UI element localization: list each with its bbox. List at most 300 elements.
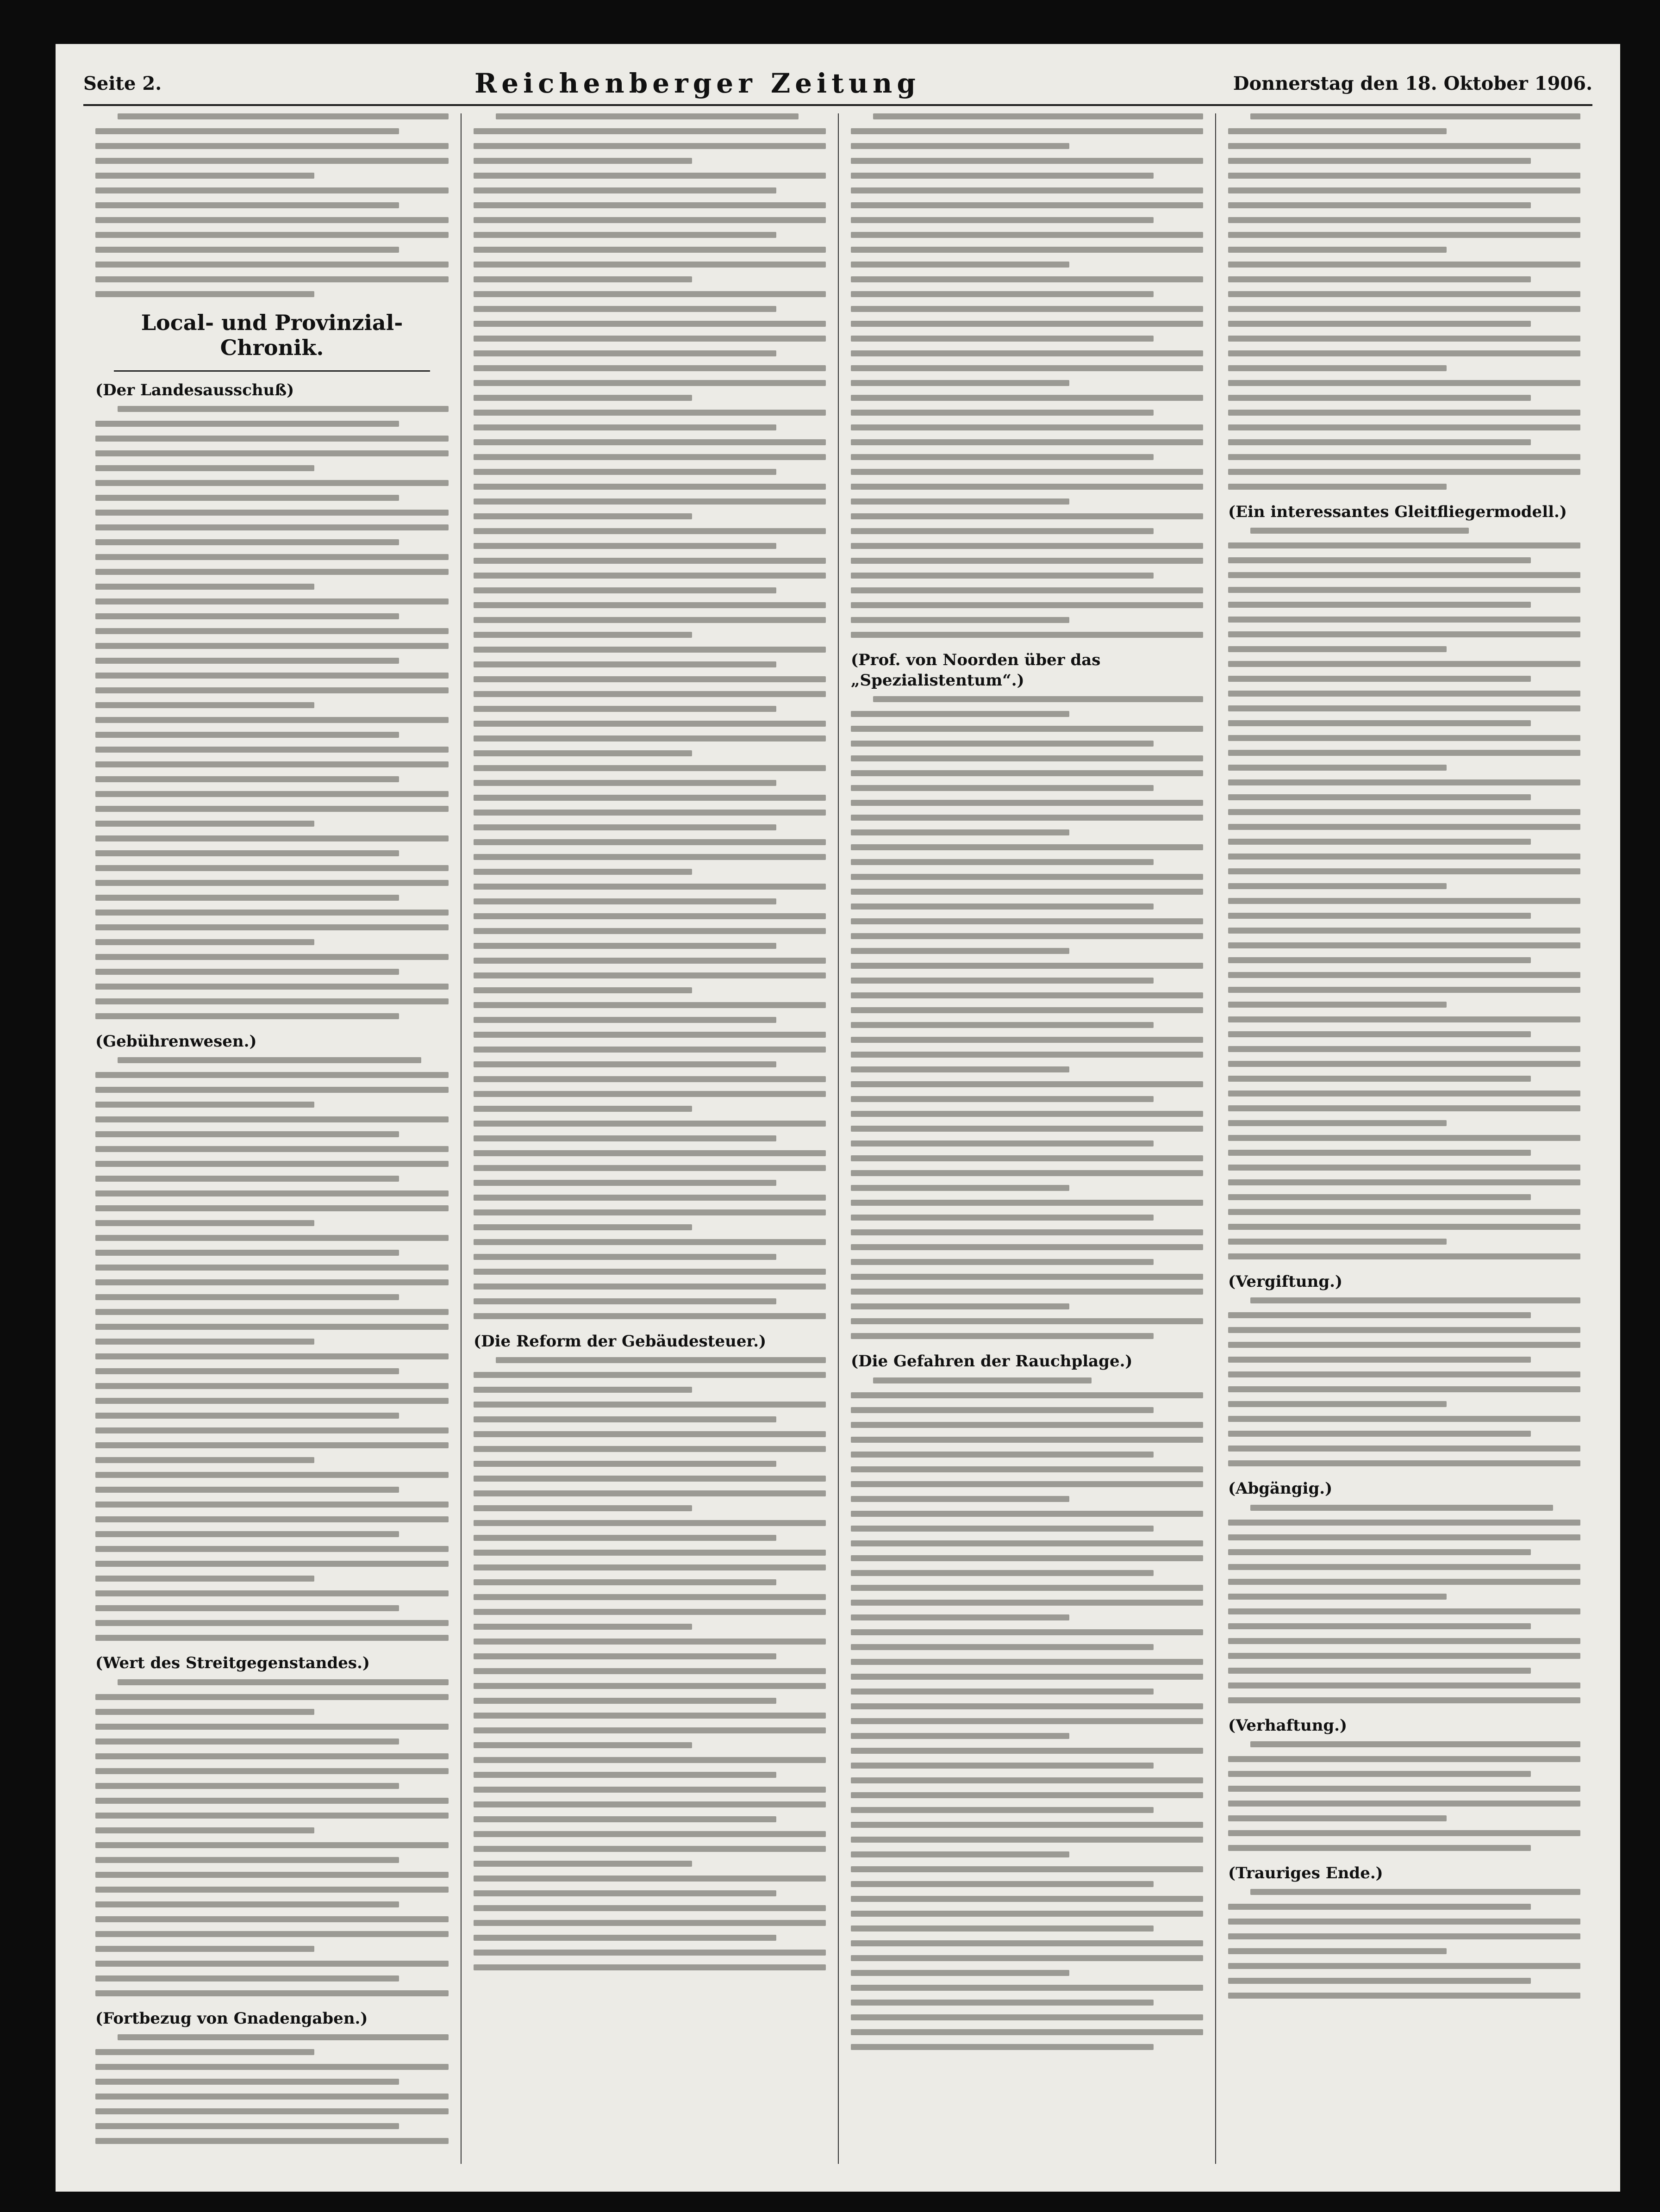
text-line-placeholder [474,854,826,860]
text-line-placeholder [474,869,692,875]
text-line-placeholder [851,321,1203,327]
text-line-placeholder [1228,1120,1447,1126]
masthead [83,62,1592,106]
text-line-placeholder [474,1446,826,1452]
text-line-placeholder [1228,1594,1447,1600]
text-line-placeholder [474,573,826,579]
text-line-placeholder [95,1576,314,1582]
text-line-placeholder [474,1890,776,1896]
text-line-placeholder [1228,1608,1580,1614]
text-line-placeholder [474,1106,692,1112]
text-line-placeholder [474,824,776,830]
article [851,1351,1203,2050]
text-line-placeholder [1228,173,1580,179]
text-line-placeholder [851,632,1203,638]
text-line-placeholder [474,661,776,667]
text-line-placeholder [851,948,1069,954]
text-line-placeholder [1228,587,1580,593]
text-line-placeholder [1228,824,1580,830]
text-line-placeholder [851,1185,1069,1191]
text-line-placeholder [1228,1046,1580,1052]
text-line-placeholder [95,1546,449,1552]
text-line-placeholder [851,755,1203,761]
text-line-placeholder [474,1787,826,1793]
text-line-placeholder [851,1763,1154,1769]
text-line-placeholder [873,1377,1092,1383]
text-line-placeholder [851,859,1154,865]
text-line-placeholder [851,1244,1203,1250]
text-line-placeholder [1228,1239,1447,1245]
article-title: (Vergiftung.) [1228,1272,1343,1291]
text-line-placeholder [474,558,826,564]
text-line-placeholder [1228,336,1580,342]
text-line-placeholder [1228,1061,1580,1067]
text-line-placeholder [851,602,1203,608]
text-line-placeholder [851,829,1069,835]
text-line-placeholder [474,1387,692,1393]
text-line-placeholder [851,800,1203,806]
text-line-placeholder [1228,572,1580,578]
text-line-placeholder [95,2108,449,2114]
text-line-placeholder [1228,1623,1531,1629]
text-line-placeholder [95,598,449,604]
text-line-placeholder [474,365,826,371]
text-line-placeholder [95,247,399,253]
text-line-placeholder [496,1357,826,1363]
text-line-placeholder [474,484,826,490]
text-line-placeholder [851,1066,1069,1072]
text-line-placeholder [95,1990,449,1996]
text-line-placeholder [1228,1446,1580,1452]
text-line-placeholder [1228,720,1531,726]
article [95,2008,449,2144]
text-line-placeholder [95,1813,449,1819]
text-line-placeholder [95,998,449,1004]
text-line-placeholder [474,321,826,327]
text-line-placeholder [1228,1786,1580,1792]
text-line-placeholder [474,395,692,401]
text-line-placeholder [1228,1002,1447,1008]
text-line-placeholder [474,336,826,342]
article-title: (Gebührenwesen.) [95,1032,257,1051]
text-line-placeholder [851,1466,1203,1472]
article-title: (Wert des Streitgegenstandes.) [95,1654,370,1673]
text-line-placeholder [474,958,826,964]
text-line-placeholder [1228,987,1580,993]
text-line-placeholder [851,1570,1154,1576]
text-line-placeholder [1228,1312,1531,1318]
text-line-placeholder [474,1846,826,1852]
text-line-placeholder [851,1289,1203,1295]
text-line-placeholder [1228,854,1580,860]
text-line-placeholder [1228,957,1531,963]
text-line-placeholder [851,1022,1154,1028]
text-line-placeholder [851,1229,1203,1235]
text-line-placeholder [95,584,314,590]
text-line-placeholder [1228,1933,1580,1939]
text-line-placeholder [95,1827,314,1833]
text-line-placeholder [474,187,776,193]
text-line-placeholder [95,1087,449,1093]
text-line-placeholder [95,673,449,679]
text-line-placeholder [474,1490,826,1496]
text-line-placeholder [1228,454,1580,460]
article-title: (Fortbezug von Gnadengaben.) [95,2009,368,2028]
text-line-placeholder [851,1970,1069,1976]
text-line-placeholder [1228,1993,1580,1999]
text-line-placeholder [1228,306,1580,312]
article [474,1331,826,1970]
text-line-placeholder [851,365,1203,371]
text-line-placeholder [851,1733,1069,1739]
text-line-placeholder [851,143,1069,149]
text-line-placeholder [95,1472,449,1478]
article-title: (Trauriges Ende.) [1228,1863,1383,1882]
text-line-placeholder [474,706,776,712]
text-line-placeholder [474,1861,692,1867]
text-line-placeholder [95,262,449,268]
text-line-placeholder [851,1866,1203,1872]
text-line-placeholder [851,2014,1203,2020]
text-line-placeholder [851,1600,1203,1606]
text-line-placeholder [851,424,1203,430]
text-line-placeholder [95,1427,449,1433]
text-line-placeholder [1228,276,1531,282]
text-line-placeholder [1228,779,1580,785]
text-line-placeholder [474,543,776,549]
text-line-placeholder [474,1476,826,1482]
text-line-placeholder [474,143,826,149]
article [474,113,826,1319]
text-line-placeholder [851,513,1203,519]
issue-date: Donnerstag den 18. Oktober 1906. [1233,72,1592,94]
text-line-placeholder [95,128,399,134]
text-line-placeholder [851,469,1203,475]
text-line-placeholder [851,1392,1203,1398]
text-line-placeholder [851,1481,1203,1487]
text-line-placeholder [1250,1889,1580,1895]
text-line-placeholder [1250,528,1469,534]
text-line-placeholder [95,1531,399,1537]
text-line-placeholder [95,1887,449,1893]
article [1228,1715,1580,1851]
text-line-placeholder [95,1605,399,1611]
text-line-placeholder [474,276,692,282]
text-line-placeholder [851,410,1154,416]
text-line-placeholder [95,1694,449,1700]
text-line-placeholder [851,1437,1203,1443]
text-line-placeholder [1228,617,1580,623]
text-line-placeholder [851,1881,1154,1887]
text-line-placeholder [95,480,449,486]
text-line-placeholder [95,702,314,708]
text-line-placeholder [1228,247,1447,253]
text-line-placeholder [474,1032,826,1038]
text-line-placeholder [474,1668,826,1674]
newspaper-page [56,44,1620,2192]
text-line-placeholder [95,1857,399,1863]
text-line-placeholder [474,1579,776,1585]
text-line-placeholder [1228,1460,1580,1466]
text-line-placeholder [95,910,449,916]
text-line-placeholder [851,1925,1154,1932]
text-line-placeholder [95,776,399,782]
text-line-placeholder [851,1792,1203,1798]
text-line-placeholder [1228,380,1580,386]
text-line-placeholder [1228,1771,1531,1777]
text-line-placeholder [873,696,1203,702]
text-line-placeholder [95,1013,399,1019]
text-line-placeholder [1228,1815,1447,1821]
text-line-placeholder [851,874,1203,880]
text-line-placeholder [95,1383,449,1389]
text-line-placeholder [95,1398,449,1404]
text-line-placeholder [474,158,692,164]
text-line-placeholder [474,1757,826,1763]
text-line-placeholder [1228,913,1531,919]
text-line-placeholder [95,717,449,723]
text-line-placeholder [95,217,449,223]
text-line-placeholder [851,1126,1203,1132]
text-line-placeholder [474,632,692,638]
text-line-placeholder [474,1653,776,1659]
text-line-placeholder [474,1876,826,1882]
text-line-placeholder [851,202,1203,208]
text-line-placeholder [95,158,449,164]
text-line-placeholder [851,2044,1154,2050]
text-line-placeholder [851,587,1203,593]
text-line-placeholder [474,128,826,134]
text-line-placeholder [851,1200,1203,1206]
text-line-placeholder [851,1555,1203,1561]
text-line-placeholder [474,1017,776,1023]
text-line-placeholder [1228,1845,1531,1851]
text-line-placeholder [1228,1194,1531,1200]
text-line-placeholder [851,918,1203,924]
text-line-placeholder [851,1807,1154,1813]
text-line-placeholder [851,1081,1203,1087]
text-line-placeholder [95,1753,449,1759]
article-title: (Der Landesausschuß) [95,381,294,399]
text-line-placeholder [95,924,449,930]
text-line-placeholder [474,780,776,786]
text-line-placeholder [95,1620,449,1626]
text-line-placeholder [474,262,826,268]
text-line-placeholder [95,232,449,238]
text-line-placeholder [851,1911,1203,1917]
text-line-placeholder [851,1318,1203,1324]
article [851,650,1203,1339]
text-line-placeholder [95,850,399,856]
text-line-placeholder [95,1176,399,1182]
text-line-placeholder [1228,1165,1580,1171]
text-line-placeholder [851,291,1154,297]
text-line-placeholder [474,1165,826,1171]
text-line-placeholder [851,1896,1203,1902]
text-line-placeholder [474,987,692,993]
text-line-placeholder [474,1505,692,1511]
text-line-placeholder [118,1057,421,1063]
text-line-placeholder [474,1313,826,1319]
text-line-placeholder [851,1822,1203,1828]
text-line-placeholder [474,306,776,312]
text-line-placeholder [1228,1978,1531,1984]
text-line-placeholder [95,1235,449,1241]
text-line-placeholder [851,1496,1069,1502]
article [95,1653,449,1996]
text-line-placeholder [1250,1505,1553,1511]
text-line-placeholder [1228,1371,1580,1377]
text-line-placeholder [1228,1179,1580,1185]
text-line-placeholder [95,1265,449,1271]
text-line-placeholder [474,735,826,741]
text-line-placeholder [95,643,449,649]
text-line-placeholder [851,978,1154,984]
text-line-placeholder [1228,809,1580,815]
text-line-placeholder [474,217,826,223]
text-line-placeholder [1228,676,1531,682]
article-title: (Die Gefahren der Rauchplage.) [851,1352,1133,1371]
text-line-placeholder [1228,187,1580,193]
text-line-placeholder [851,1985,1203,1991]
text-line-placeholder [95,1783,399,1789]
text-line-placeholder [851,1333,1154,1339]
text-line-placeholder [1228,602,1531,608]
text-line-placeholder [474,602,826,608]
text-line-placeholder [851,336,1154,342]
text-line-placeholder [1228,424,1580,430]
text-line-placeholder [95,1116,449,1122]
text-line-placeholder [95,1457,314,1463]
text-line-placeholder [95,276,449,282]
text-line-placeholder [95,524,449,530]
text-line-placeholder [474,1416,776,1422]
text-line-placeholder [851,617,1069,623]
text-line-placeholder [95,510,449,516]
text-line-placeholder [1228,631,1580,637]
text-line-placeholder [851,1837,1203,1843]
text-line-placeholder [496,113,799,119]
text-line-placeholder [851,711,1069,717]
text-line-placeholder [95,2079,399,2085]
text-line-placeholder [474,1831,826,1837]
text-line-placeholder [95,1309,449,1315]
text-line-placeholder [95,1072,449,1078]
text-line-placeholder [95,539,399,545]
text-line-placeholder [474,439,826,445]
text-line-placeholder [95,291,314,297]
text-line-placeholder [95,569,449,575]
text-line-placeholder [95,2138,449,2144]
text-line-placeholder [1228,839,1531,845]
text-line-placeholder [118,406,449,412]
text-line-placeholder [474,1698,776,1704]
text-line-placeholder [474,1816,776,1822]
column-3 [838,113,1215,2164]
text-line-placeholder [95,1931,449,1937]
article-title: (Die Reform der Gebäudesteuer.) [474,1332,767,1351]
text-line-placeholder [1228,1919,1580,1925]
text-line-placeholder [95,1220,314,1226]
text-line-placeholder [1228,1801,1580,1807]
text-line-placeholder [95,1961,449,1967]
text-line-placeholder [95,761,449,767]
text-line-placeholder [474,1564,826,1570]
text-line-placeholder [1228,1579,1580,1585]
text-line-placeholder [95,1339,314,1345]
article [1228,1271,1580,1466]
text-line-placeholder [474,1091,826,1097]
article-title: (Verhaftung.) [1228,1716,1348,1735]
article [1228,1478,1580,1703]
text-line-placeholder [474,839,826,845]
text-line-placeholder [851,1303,1069,1309]
text-line-placeholder [1228,868,1580,874]
text-line-placeholder [1228,321,1531,327]
text-line-placeholder [851,158,1203,164]
text-line-placeholder [95,1975,399,1981]
text-line-placeholder [1228,1253,1580,1259]
text-line-placeholder [95,465,314,471]
text-line-placeholder [1228,1386,1580,1392]
text-line-placeholder [1228,1105,1580,1111]
text-line-placeholder [474,1535,776,1541]
text-line-placeholder [1228,1401,1447,1407]
text-line-placeholder [95,1872,449,1878]
text-line-placeholder [474,202,826,208]
text-line-placeholder [95,1442,449,1448]
text-line-placeholder [1228,705,1580,711]
text-line-placeholder [95,1102,314,1108]
text-line-placeholder [851,1940,1203,1946]
text-line-placeholder [95,984,449,990]
text-line-placeholder [851,247,1203,253]
text-line-placeholder [851,992,1203,998]
text-line-placeholder [474,454,826,460]
text-line-placeholder [1228,1668,1531,1674]
text-line-placeholder [1228,1756,1580,1762]
text-line-placeholder [474,617,826,623]
text-line-placeholder [1228,542,1580,548]
text-line-placeholder [474,1284,826,1290]
text-line-placeholder [95,791,449,797]
text-line-placeholder [474,1076,826,1082]
text-line-placeholder [474,647,826,653]
text-line-placeholder [1228,1520,1580,1526]
text-line-placeholder [851,1155,1203,1161]
text-line-placeholder [95,628,449,634]
text-line-placeholder [1228,1653,1580,1659]
text-line-placeholder [474,1713,826,1719]
text-line-placeholder [95,1561,449,1567]
text-line-placeholder [95,613,399,619]
text-line-placeholder [851,1259,1154,1265]
text-line-placeholder [95,1590,449,1596]
text-line-placeholder [851,498,1069,505]
text-line-placeholder [851,1111,1203,1117]
text-line-placeholder [474,1624,692,1630]
text-line-placeholder [851,2000,1154,2006]
text-line-placeholder [474,1639,826,1645]
text-line-placeholder [1228,1830,1580,1836]
text-line-placeholder [474,380,826,386]
text-line-placeholder [1228,1697,1580,1703]
text-line-placeholder [95,880,449,886]
text-line-placeholder [851,741,1154,747]
text-line-placeholder [474,1594,826,1600]
text-line-placeholder [474,913,826,919]
text-line-placeholder [851,1511,1203,1517]
